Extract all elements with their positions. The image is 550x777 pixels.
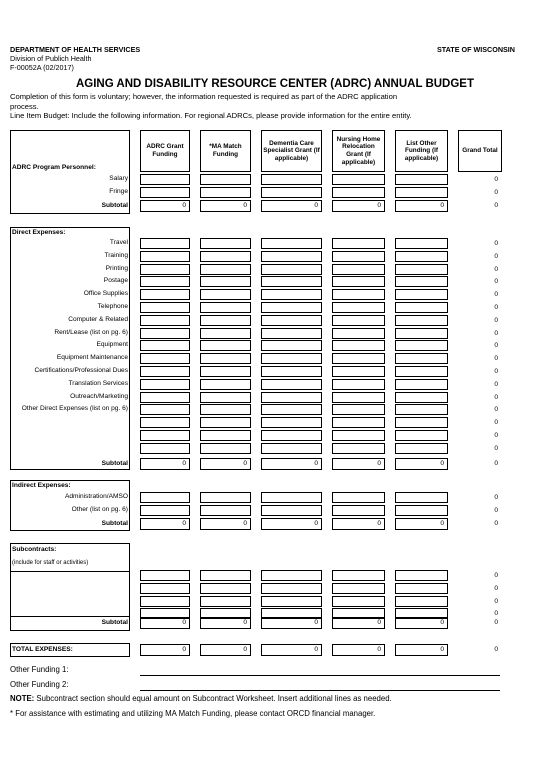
total-expenses-cell: 0 <box>140 644 190 656</box>
direct-input-cell[interactable] <box>200 276 251 287</box>
subcontracts-row-total: 0 <box>494 597 498 605</box>
total-expenses-cell: 0 <box>261 644 322 656</box>
direct-input-cell[interactable] <box>332 404 385 415</box>
direct-row-label: Rent/Lease (list on pg. 6) <box>54 328 128 336</box>
subcontracts-subtotal-cell: 0 <box>261 617 322 629</box>
direct-input-cell[interactable] <box>395 379 448 390</box>
subcontracts-subtotal-total: 0 <box>494 619 498 626</box>
personnel-row-total: 0 <box>494 176 498 183</box>
direct-subtotal-total: 0 <box>494 460 498 467</box>
indirect-input-cell[interactable] <box>200 492 251 503</box>
other-funding-2-line[interactable] <box>140 690 500 691</box>
direct-input-cell[interactable] <box>140 392 190 403</box>
personnel-input-cell[interactable] <box>200 187 251 198</box>
footnote-text: * For assistance with estimating and utilizing MA Match Funding, please contact ORCD financial manager. <box>10 709 376 718</box>
direct-input-cell[interactable] <box>140 276 190 287</box>
direct-heading: Direct Expenses: <box>12 229 66 236</box>
direct-row-label: Certifications/Professional Dues <box>34 367 128 374</box>
direct-input-cell[interactable] <box>140 404 190 415</box>
direct-input-cell[interactable] <box>140 366 190 377</box>
direct-input-cell[interactable] <box>261 302 322 313</box>
direct-row-total: 0 <box>494 265 498 273</box>
direct-input-cell[interactable] <box>140 443 190 454</box>
direct-input-cell[interactable] <box>200 238 251 249</box>
direct-input-cell[interactable] <box>395 289 448 300</box>
direct-input-cell[interactable] <box>332 315 385 326</box>
intro-text <box>10 92 530 121</box>
personnel-input-cell[interactable] <box>200 174 251 185</box>
total-expenses-grand: 0 <box>494 646 498 653</box>
subcontracts-input-cell[interactable] <box>140 583 190 594</box>
subcontracts-row-total: 0 <box>494 610 498 618</box>
direct-input-cell[interactable] <box>140 251 190 262</box>
personnel-input-cell[interactable] <box>395 174 448 185</box>
direct-input-cell[interactable] <box>332 353 385 364</box>
indirect-input-cell[interactable] <box>200 505 251 516</box>
direct-input-cell[interactable] <box>395 353 448 364</box>
direct-row-label: Training <box>104 251 128 259</box>
direct-subtotal-cell: 0 <box>395 458 448 470</box>
personnel-subtotal-cell: 0 <box>261 200 322 212</box>
direct-row-label: Telephone <box>97 303 128 310</box>
direct-input-cell[interactable] <box>200 379 251 390</box>
direct-input-cell[interactable] <box>261 238 322 249</box>
personnel-row-total: 0 <box>494 188 498 196</box>
direct-input-cell[interactable] <box>395 366 448 377</box>
direct-input-cell[interactable] <box>395 392 448 403</box>
direct-input-cell[interactable] <box>332 443 385 454</box>
direct-input-cell[interactable] <box>332 238 385 249</box>
subcontracts-input-cell[interactable] <box>395 570 448 581</box>
direct-input-cell[interactable] <box>332 289 385 300</box>
indirect-subtotal-cell: 0 <box>261 518 322 530</box>
direct-input-cell[interactable] <box>332 366 385 377</box>
column-header: Grand Total <box>458 130 502 172</box>
indirect-heading: Indirect Expenses: <box>12 482 71 489</box>
column-header: Dementia Care Specialist Grant (If applicable) <box>261 130 322 172</box>
direct-input-cell[interactable] <box>395 430 448 441</box>
direct-input-cell[interactable] <box>395 404 448 415</box>
direct-input-cell[interactable] <box>200 366 251 377</box>
direct-row-total: 0 <box>494 342 498 350</box>
direct-input-cell[interactable] <box>261 366 322 377</box>
indirect-input-cell[interactable] <box>332 492 385 503</box>
subcontracts-input-cell[interactable] <box>200 583 251 594</box>
form-number: F-00052A (02/2017) <box>10 63 74 72</box>
indirect-input-cell[interactable] <box>332 505 385 516</box>
subcontracts-input-cell[interactable] <box>261 583 322 594</box>
subcontracts-subtotal-label: Subtotal <box>101 619 128 626</box>
direct-input-cell[interactable] <box>140 340 190 351</box>
page-title: AGING AND DISABILITY RESOURCE CENTER (ADRC) ANNUAL BUDGET <box>75 78 475 90</box>
other-funding-1-line[interactable] <box>140 675 500 676</box>
indirect-row-total: 0 <box>494 494 498 501</box>
direct-row-label: Translation Services <box>68 379 128 387</box>
direct-input-cell[interactable] <box>261 430 322 441</box>
indirect-input-cell[interactable] <box>261 505 322 516</box>
personnel-row-label: Salary <box>109 175 128 182</box>
direct-row-total: 0 <box>494 304 498 311</box>
other-funding-1-label: Other Funding 1: <box>10 665 69 674</box>
personnel-input-cell[interactable] <box>261 174 322 185</box>
direct-input-cell[interactable] <box>140 417 190 428</box>
direct-input-cell[interactable] <box>395 302 448 313</box>
personnel-input-cell[interactable] <box>332 187 385 198</box>
direct-input-cell[interactable] <box>395 417 448 428</box>
direct-subtotal-label: Subtotal <box>101 460 128 467</box>
note-text <box>10 694 392 704</box>
direct-input-cell[interactable] <box>261 276 322 287</box>
direct-input-cell[interactable] <box>200 404 251 415</box>
intro-line-2: process. <box>10 101 39 111</box>
total-expenses-cell: 0 <box>332 644 385 656</box>
direct-subtotal-cell: 0 <box>140 458 190 470</box>
indirect-row-label: Other (list on pg. 6) <box>71 505 128 513</box>
note-label: NOTE: <box>10 694 35 703</box>
subcontracts-subtotal-cell: 0 <box>140 617 190 629</box>
indirect-row-label: Administration/AMSO <box>64 493 128 500</box>
direct-input-cell[interactable] <box>332 251 385 262</box>
division-name: Division of Publich Health <box>10 54 92 63</box>
direct-row-total: 0 <box>494 355 498 363</box>
direct-subtotal-cell: 0 <box>261 458 322 470</box>
direct-input-cell[interactable] <box>261 404 322 415</box>
subcontracts-subtotal-cell: 0 <box>200 617 251 629</box>
personnel-row-label: Fringe <box>109 187 128 195</box>
direct-input-cell[interactable] <box>395 238 448 249</box>
direct-row-label: Equipment Maintenance <box>56 354 128 362</box>
direct-input-cell[interactable] <box>200 430 251 441</box>
subcontracts-heading: Subcontracts: <box>12 546 57 553</box>
total-expenses-label: TOTAL EXPENSES: <box>12 646 73 653</box>
direct-input-cell[interactable] <box>200 315 251 326</box>
direct-input-cell[interactable] <box>140 238 190 249</box>
personnel-input-cell[interactable] <box>261 187 322 198</box>
direct-row-total: 0 <box>494 432 498 439</box>
direct-row-label: Other Direct Expenses (list on pg. 6) <box>21 405 128 413</box>
direct-row-total: 0 <box>494 380 498 388</box>
direct-input-cell[interactable] <box>140 315 190 326</box>
direct-input-cell[interactable] <box>332 276 385 287</box>
personnel-subtotal-label: Subtotal <box>101 202 128 209</box>
direct-row-total: 0 <box>494 316 498 324</box>
direct-row-total: 0 <box>494 278 498 286</box>
direct-input-cell[interactable] <box>261 340 322 351</box>
direct-input-cell[interactable] <box>332 340 385 351</box>
direct-input-cell[interactable] <box>332 379 385 390</box>
subcontracts-input-cell[interactable] <box>200 596 251 607</box>
direct-input-cell[interactable] <box>395 264 448 275</box>
note-body: Subcontract section should equal amount on Subcontract Worksheet. Insert additional lines as needed. <box>34 694 392 703</box>
direct-input-cell[interactable] <box>395 340 448 351</box>
personnel-input-cell[interactable] <box>140 174 190 185</box>
direct-input-cell[interactable] <box>261 264 322 275</box>
direct-row-total: 0 <box>494 368 498 375</box>
direct-input-cell[interactable] <box>200 443 251 454</box>
subcontracts-row-total: 0 <box>494 584 498 592</box>
indirect-subtotal-label: Subtotal <box>101 520 128 527</box>
direct-input-cell[interactable] <box>140 353 190 364</box>
indirect-row-total: 0 <box>494 506 498 514</box>
column-header: ADRC Grant Funding <box>140 130 190 172</box>
subcontracts-input-cell[interactable] <box>140 596 190 607</box>
subcontracts-input-cell[interactable] <box>332 570 385 581</box>
direct-input-cell[interactable] <box>261 443 322 454</box>
direct-input-cell[interactable] <box>200 417 251 428</box>
personnel-subtotal-total: 0 <box>494 202 498 209</box>
direct-row-label: Computer & Related <box>68 315 128 323</box>
direct-input-cell[interactable] <box>200 353 251 364</box>
direct-input-cell[interactable] <box>140 289 190 300</box>
personnel-subtotal-cell: 0 <box>395 200 448 212</box>
indirect-subtotal-cell: 0 <box>395 518 448 530</box>
direct-row-total: 0 <box>494 406 498 414</box>
subcontracts-subtotal-cell: 0 <box>395 617 448 629</box>
total-expenses-cell: 0 <box>200 644 251 656</box>
indirect-input-cell[interactable] <box>395 505 448 516</box>
direct-row-total: 0 <box>494 252 498 260</box>
personnel-input-cell[interactable] <box>140 187 190 198</box>
subcontracts-input-cell[interactable] <box>261 596 322 607</box>
direct-row-total: 0 <box>494 393 498 401</box>
direct-input-cell[interactable] <box>332 417 385 428</box>
indirect-input-cell[interactable] <box>140 492 190 503</box>
direct-input-cell[interactable] <box>200 302 251 313</box>
direct-input-cell[interactable] <box>261 392 322 403</box>
direct-input-cell[interactable] <box>332 392 385 403</box>
direct-row-label: Travel <box>109 239 128 246</box>
direct-input-cell[interactable] <box>200 392 251 403</box>
subcontracts-input-cell[interactable] <box>200 570 251 581</box>
indirect-subtotal-cell: 0 <box>332 518 385 530</box>
subcontracts-input-cell[interactable] <box>395 583 448 594</box>
intro-line-3: Line Item Budget: Include the following information. For regional ADRCs, please provide information for the entire entity. <box>10 111 412 121</box>
direct-row-total: 0 <box>494 419 498 427</box>
direct-input-cell[interactable] <box>140 328 190 339</box>
direct-input-cell[interactable] <box>200 340 251 351</box>
total-expenses-cell: 0 <box>395 644 448 656</box>
direct-row-label: Postage <box>103 277 128 285</box>
direct-input-cell[interactable] <box>332 302 385 313</box>
direct-input-cell[interactable] <box>140 302 190 313</box>
direct-row-label: Printing <box>105 264 128 272</box>
personnel-subtotal-cell: 0 <box>200 200 251 212</box>
direct-input-cell[interactable] <box>332 430 385 441</box>
direct-subtotal-cell: 0 <box>200 458 251 470</box>
direct-input-cell[interactable] <box>261 353 322 364</box>
direct-row-total: 0 <box>494 291 498 299</box>
direct-row-total: 0 <box>494 240 498 247</box>
direct-input-cell[interactable] <box>395 276 448 287</box>
direct-row-label: Outreach/Marketing <box>70 392 128 400</box>
direct-row-label: Office Supplies <box>83 290 128 298</box>
column-header: Nursing Home Relocation Grant (If applicable) <box>332 130 385 172</box>
personnel-subtotal-cell: 0 <box>140 200 190 212</box>
indirect-input-cell[interactable] <box>261 492 322 503</box>
direct-input-cell[interactable] <box>261 251 322 262</box>
personnel-heading: ADRC Program Personnel: <box>12 164 96 171</box>
subcontracts-input-cell[interactable] <box>261 570 322 581</box>
direct-input-cell[interactable] <box>261 289 322 300</box>
subcontracts-name-box[interactable] <box>10 571 130 617</box>
direct-input-cell[interactable] <box>200 264 251 275</box>
subcontracts-subtotal-cell: 0 <box>332 617 385 629</box>
direct-row-total: 0 <box>494 329 498 337</box>
intro-line-1: Completion of this form is voluntary; however, the information requested is required as part of the ADRC application <box>10 92 398 101</box>
direct-row-total: 0 <box>494 444 498 452</box>
indirect-input-cell[interactable] <box>395 492 448 503</box>
direct-input-cell[interactable] <box>261 417 322 428</box>
column-header: *MA Match Funding <box>200 130 251 172</box>
department-name: DEPARTMENT OF HEALTH SERVICES <box>10 45 141 54</box>
direct-subtotal-cell: 0 <box>332 458 385 470</box>
indirect-subtotal-cell: 0 <box>140 518 190 530</box>
indirect-input-cell[interactable] <box>140 505 190 516</box>
personnel-input-cell[interactable] <box>332 174 385 185</box>
other-funding-2-label: Other Funding 2: <box>10 680 69 689</box>
indirect-subtotal-cell: 0 <box>200 518 251 530</box>
direct-input-cell[interactable] <box>261 328 322 339</box>
indirect-subtotal-total: 0 <box>494 520 498 527</box>
subcontracts-note: (include for staff or activities) <box>12 560 89 566</box>
subcontracts-input-cell[interactable] <box>395 596 448 607</box>
direct-input-cell[interactable] <box>332 264 385 275</box>
direct-input-cell[interactable] <box>332 328 385 339</box>
direct-input-cell[interactable] <box>200 251 251 262</box>
direct-input-cell[interactable] <box>395 251 448 262</box>
subcontracts-input-cell[interactable] <box>332 583 385 594</box>
personnel-input-cell[interactable] <box>395 187 448 198</box>
direct-input-cell[interactable] <box>140 264 190 275</box>
subcontracts-row-total: 0 <box>494 572 498 579</box>
subcontracts-input-cell[interactable] <box>332 596 385 607</box>
direct-input-cell[interactable] <box>261 379 322 390</box>
direct-input-cell[interactable] <box>395 328 448 339</box>
direct-input-cell[interactable] <box>261 315 322 326</box>
direct-input-cell[interactable] <box>140 430 190 441</box>
direct-input-cell[interactable] <box>200 289 251 300</box>
direct-row-label: Equipment <box>96 341 128 349</box>
personnel-subtotal-cell: 0 <box>332 200 385 212</box>
state-name: STATE OF WISCONSIN <box>437 45 515 54</box>
column-header: List Other Funding (If applicable) <box>395 130 448 172</box>
direct-input-cell[interactable] <box>395 315 448 326</box>
direct-input-cell[interactable] <box>395 443 448 454</box>
direct-input-cell[interactable] <box>200 328 251 339</box>
direct-input-cell[interactable] <box>140 379 190 390</box>
subcontracts-input-cell[interactable] <box>140 570 190 581</box>
